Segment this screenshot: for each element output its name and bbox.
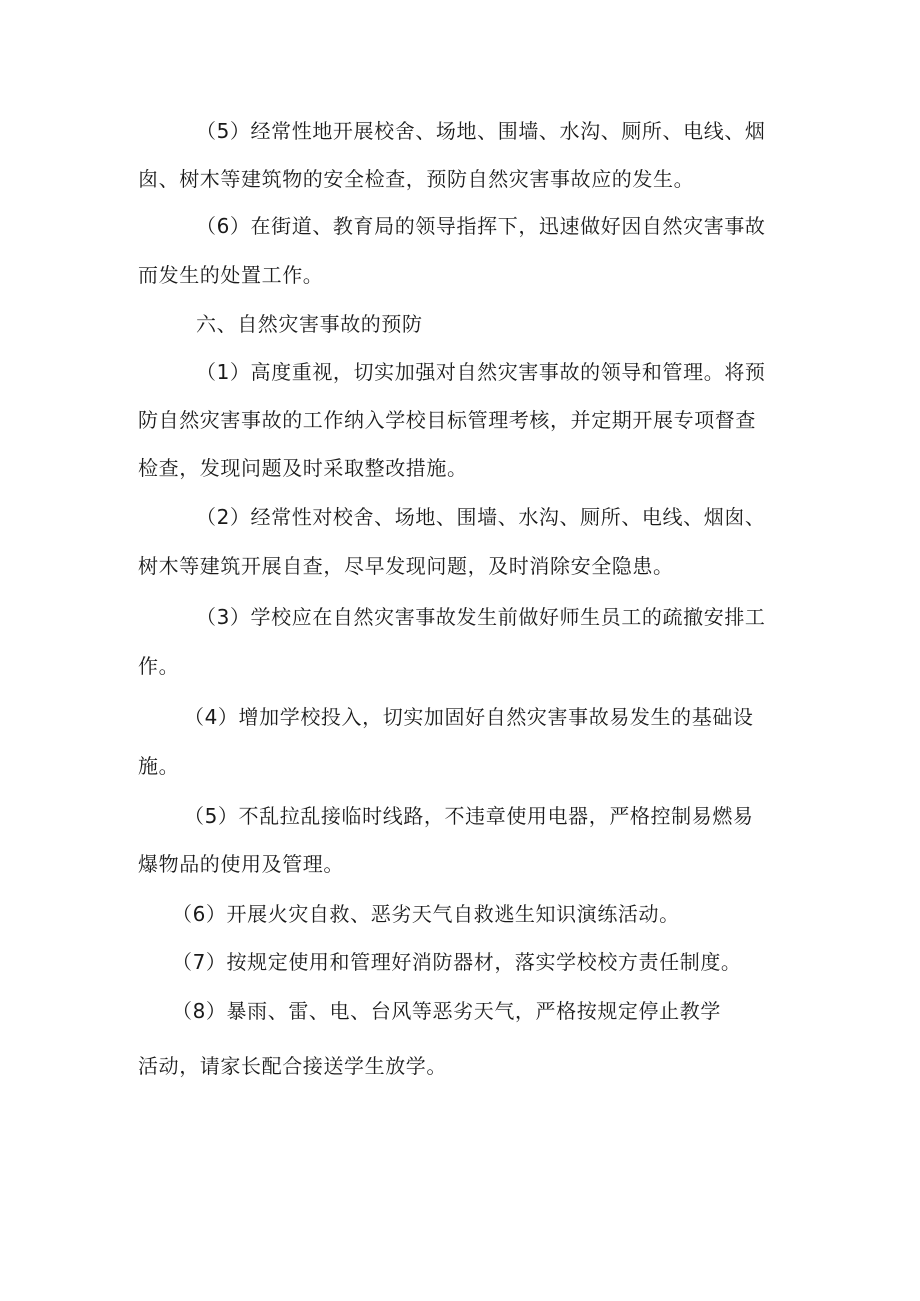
paragraph-line: （6）在街道、教育局的领导指挥下，迅速做好因自然灾害事故 (196, 214, 766, 238)
paragraph-line: 防自然灾害事故的工作纳入学校目标管理考核，并定期开展专项督查 (138, 408, 756, 432)
paragraph-line: （7）按规定使用和管理好消防器材，落实学校校方责任制度。 (172, 950, 742, 974)
paragraph-line: （2）经常性对校舍、场地、围墙、水沟、厕所、电线、烟囱、 (196, 505, 766, 529)
paragraph-line: （5）不乱拉乱接临时线路，不违章使用电器，严格控制易燃易 (184, 804, 754, 828)
paragraph-line: （1）高度重视，切实加强对自然灾害事故的领导和管理。将预 (196, 360, 766, 384)
paragraph-line: （8）暴雨、雷、电、台风等恶劣天气，严格按规定停止教学 (172, 999, 721, 1023)
paragraph-line: （6）开展火灾自救、恶劣天气自救逃生知识演练活动。 (172, 902, 680, 926)
paragraph-line: 施。 (138, 754, 180, 778)
paragraph-line: 而发生的处置工作。 (138, 263, 324, 287)
paragraph-line: 检查，发现问题及时采取整改措施。 (138, 456, 468, 480)
paragraph-line: 作。 (138, 654, 180, 678)
paragraph-line: 活动，请家长配合接送学生放学。 (138, 1054, 447, 1078)
section-heading: 六、自然灾害事故的预防 (196, 312, 423, 336)
paragraph-line: 囱、树木等建筑物的安全检查，预防自然灾害事故应的发生。 (138, 167, 695, 191)
paragraph-line: （5）经常性地开展校舍、场地、围墙、水沟、厕所、电线、烟 (196, 119, 766, 143)
paragraph-line: 树木等建筑开展自查，尽早发现问题，及时消除安全隐患。 (138, 554, 674, 578)
paragraph-line: 爆物品的使用及管理。 (138, 852, 344, 876)
paragraph-line: （3）学校应在自然灾害事故发生前做好师生员工的疏撤安排工 (196, 605, 766, 629)
paragraph-line: （4）增加学校投入，切实加固好自然灾害事故易发生的基础设 (184, 705, 754, 729)
